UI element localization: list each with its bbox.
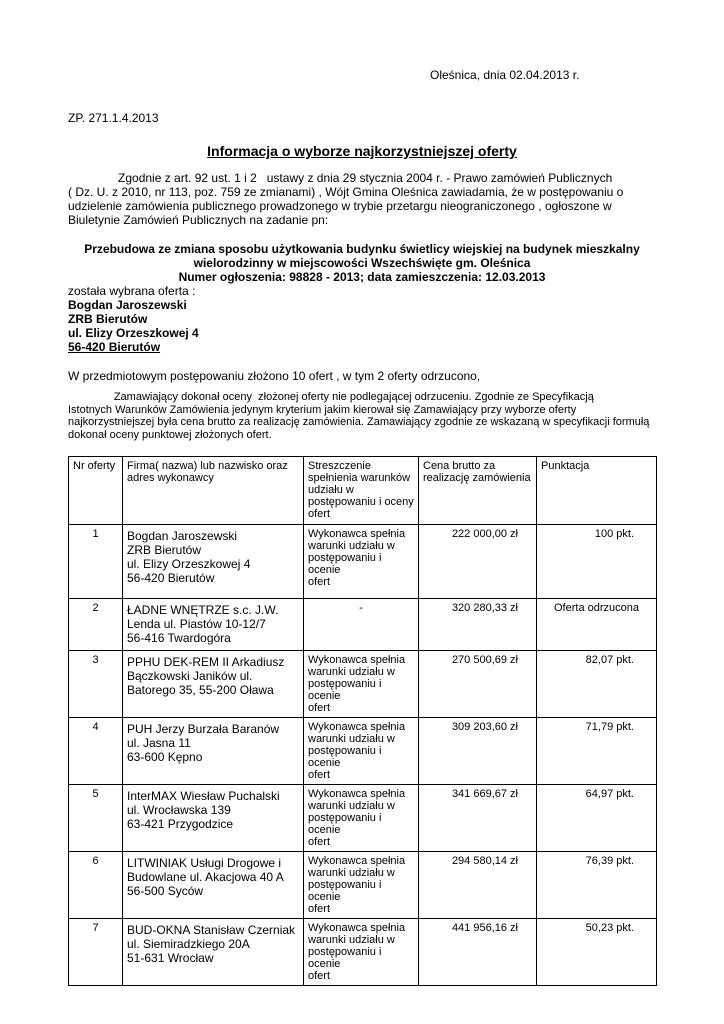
cell-firm: ŁADNE WNĘTRZE s.c. J.W. Lenda ul. Piastów 10-12/7 56-416 Twardogóra xyxy=(123,599,304,651)
cell-summary: Wykonawca spełnia warunki udziału w postępowaniu i ocenie ofert xyxy=(304,718,419,785)
document-title xyxy=(0,143,724,160)
cell-price: 222 000,00 zł xyxy=(419,525,537,599)
chosen-company: ZRB Bierutów xyxy=(68,312,148,326)
cell-summary: Wykonawca spełnia warunki udziału w postępowaniu i ocenie ofert xyxy=(304,525,419,599)
cell-summary: Wykonawca spełnia warunki udziału w postępowaniu i ocenie ofert xyxy=(304,651,419,718)
cell-score: 71,79 pkt. xyxy=(537,718,657,785)
intro-paragraph xyxy=(68,171,623,227)
cell-nr: 7 xyxy=(69,919,123,986)
cell-firm: Bogdan Jaroszewski ZRB Bierutów ul. Elizy Orzeszkowej 4 56-420 Bierutów xyxy=(123,525,304,599)
cell-summary: Wykonawca spełnia warunki udziału w postępowaniu i ocenie ofert xyxy=(304,919,419,986)
cell-nr: 1 xyxy=(69,525,123,599)
header-score: Punktacja xyxy=(537,457,657,525)
cell-score: 76,39 pkt. xyxy=(537,852,657,919)
cell-firm: BUD-OKNA Stanisław Czerniak ul. Siemiradzkiego 20A 51-631 Wrocław xyxy=(123,919,304,986)
cell-firm: InterMAX Wiesław Puchalski ul. Wrocławska 139 63-421 Przygodzice xyxy=(123,785,304,852)
table-row xyxy=(69,718,657,785)
cell-score: 82,07 pkt. xyxy=(537,651,657,718)
reference-number: ZP. 271.1.4.2013 xyxy=(68,111,159,125)
cell-nr: 5 xyxy=(69,785,123,852)
cell-nr: 6 xyxy=(69,852,123,919)
offers-table xyxy=(68,456,657,986)
table-row xyxy=(69,919,657,986)
justification-line: Zamawiający dokonał oceny złożonej oferty nie podlegającej odrzuceniu. Zgodnie ze Specyfikacją xyxy=(68,391,594,403)
justification-line: dokonał oceny punktowej złożonych ofert. xyxy=(68,428,272,441)
justification-line: najkorzystniejszej była cena brutto za realizację zamówienia. Zamawiający zgodnie ze wskazaną w specyfikacji formułą xyxy=(68,416,650,428)
chosen-name: Bogdan Jaroszewski xyxy=(68,298,187,312)
cell-nr: 2 xyxy=(69,599,123,651)
intro-line: udzielenie zamówienia publicznego prowadzonego w trybie przetargu nieograniczonego , ogłoszone w xyxy=(68,199,612,213)
cell-firm: LITWINIAK Usługi Drogowe i Budowlane ul. Akacjowa 40 A 56-500 Syców xyxy=(123,852,304,919)
intro-line: ( Dz. U. z 2010, nr 113, poz. 759 ze zmianami) , Wójt Gmina Oleśnica zawiadamia, że w postępowaniu o xyxy=(68,185,624,199)
cell-score: 100 pkt. xyxy=(537,525,657,599)
chosen-offer xyxy=(68,284,199,354)
cell-summary: Wykonawca spełnia warunki udziału w postępowaniu i ocenie ofert xyxy=(304,852,419,919)
chosen-street: ul. Elizy Orzeszkowej 4 xyxy=(68,326,199,340)
intro-line: Zgodnie z art. 92 ust. 1 i 2 ustawy z dnia 29 stycznia 2004 r. - Prawo zamówień Publicznych xyxy=(68,171,613,185)
header-summary: Streszczenie spełnienia warunków udziału w postępowaniu i oceny ofert xyxy=(304,457,419,525)
subject-line: Numer ogłoszenia: 98828 - 2013; data zamieszczenia: 12.03.2013 xyxy=(178,270,546,284)
cell-price: 320 280,33 zł xyxy=(419,599,537,651)
cell-price: 341 669,67 zł xyxy=(419,785,537,852)
cell-score: 64,97 pkt. xyxy=(537,785,657,852)
date-line: Oleśnica, dnia 02.04.2013 r. xyxy=(430,68,580,82)
cell-firm: PPHU DEK-REM II Arkadiusz Bączkowski Janików ul. Batorego 35, 55-200 Oława xyxy=(123,651,304,718)
cell-nr: 3 xyxy=(69,651,123,718)
cell-price: 441 956,16 zł xyxy=(419,919,537,986)
chosen-label: została wybrana oferta : xyxy=(68,284,196,298)
header-firm: Firma( nazwa) lub nazwisko oraz adres wykonawcy xyxy=(123,457,304,525)
table-row xyxy=(69,785,657,852)
header-nr: Nr oferty xyxy=(69,457,123,525)
header-price: Cena brutto za realizację zamówienia xyxy=(419,457,537,525)
justification-paragraph xyxy=(68,391,649,441)
cell-price: 309 203,60 zł xyxy=(419,718,537,785)
cell-price: 294 580,14 zł xyxy=(419,852,537,919)
subject-line: Przebudowa ze zmiana sposobu użytkowania budynku świetlicy wiejskiej na budynek mieszkalny xyxy=(84,242,640,256)
table-row xyxy=(69,852,657,919)
cell-price: 270 500,69 zł xyxy=(419,651,537,718)
table-header-row xyxy=(69,457,657,525)
cell-score: 50,23 pkt. xyxy=(537,919,657,986)
tender-subject xyxy=(68,242,656,284)
cell-summary: - xyxy=(304,599,419,651)
intro-line: Biuletynie Zamówień Publicznych na zadanie pn: xyxy=(68,213,329,227)
offers-summary: W przedmiotowym postępowaniu złożono 10 ofert , w tym 2 oferty odrzucono, xyxy=(68,369,481,383)
cell-summary: Wykonawca spełnia warunki udziału w postępowaniu i ocenie ofert xyxy=(304,785,419,852)
cell-nr: 4 xyxy=(69,718,123,785)
cell-firm: PUH Jerzy Burzała Baranów ul. Jasna 11 63-600 Kępno xyxy=(123,718,304,785)
justification-line: Istotnych Warunków Zamówienia jedynym kryterium jakim kierował się Zamawiający przy wyborze oferty xyxy=(68,403,577,416)
table-row xyxy=(69,599,657,651)
cell-score: Oferta odrzucona xyxy=(537,599,657,651)
chosen-city: 56-420 Bierutów xyxy=(68,340,161,354)
document-title-text: Informacja o wyborze najkorzystniejszej oferty xyxy=(207,143,517,159)
table-row xyxy=(69,651,657,718)
subject-line: wielorodzinny w miejscowości Wszechświęte gm. Oleśnica xyxy=(193,256,531,270)
table-row xyxy=(69,525,657,599)
